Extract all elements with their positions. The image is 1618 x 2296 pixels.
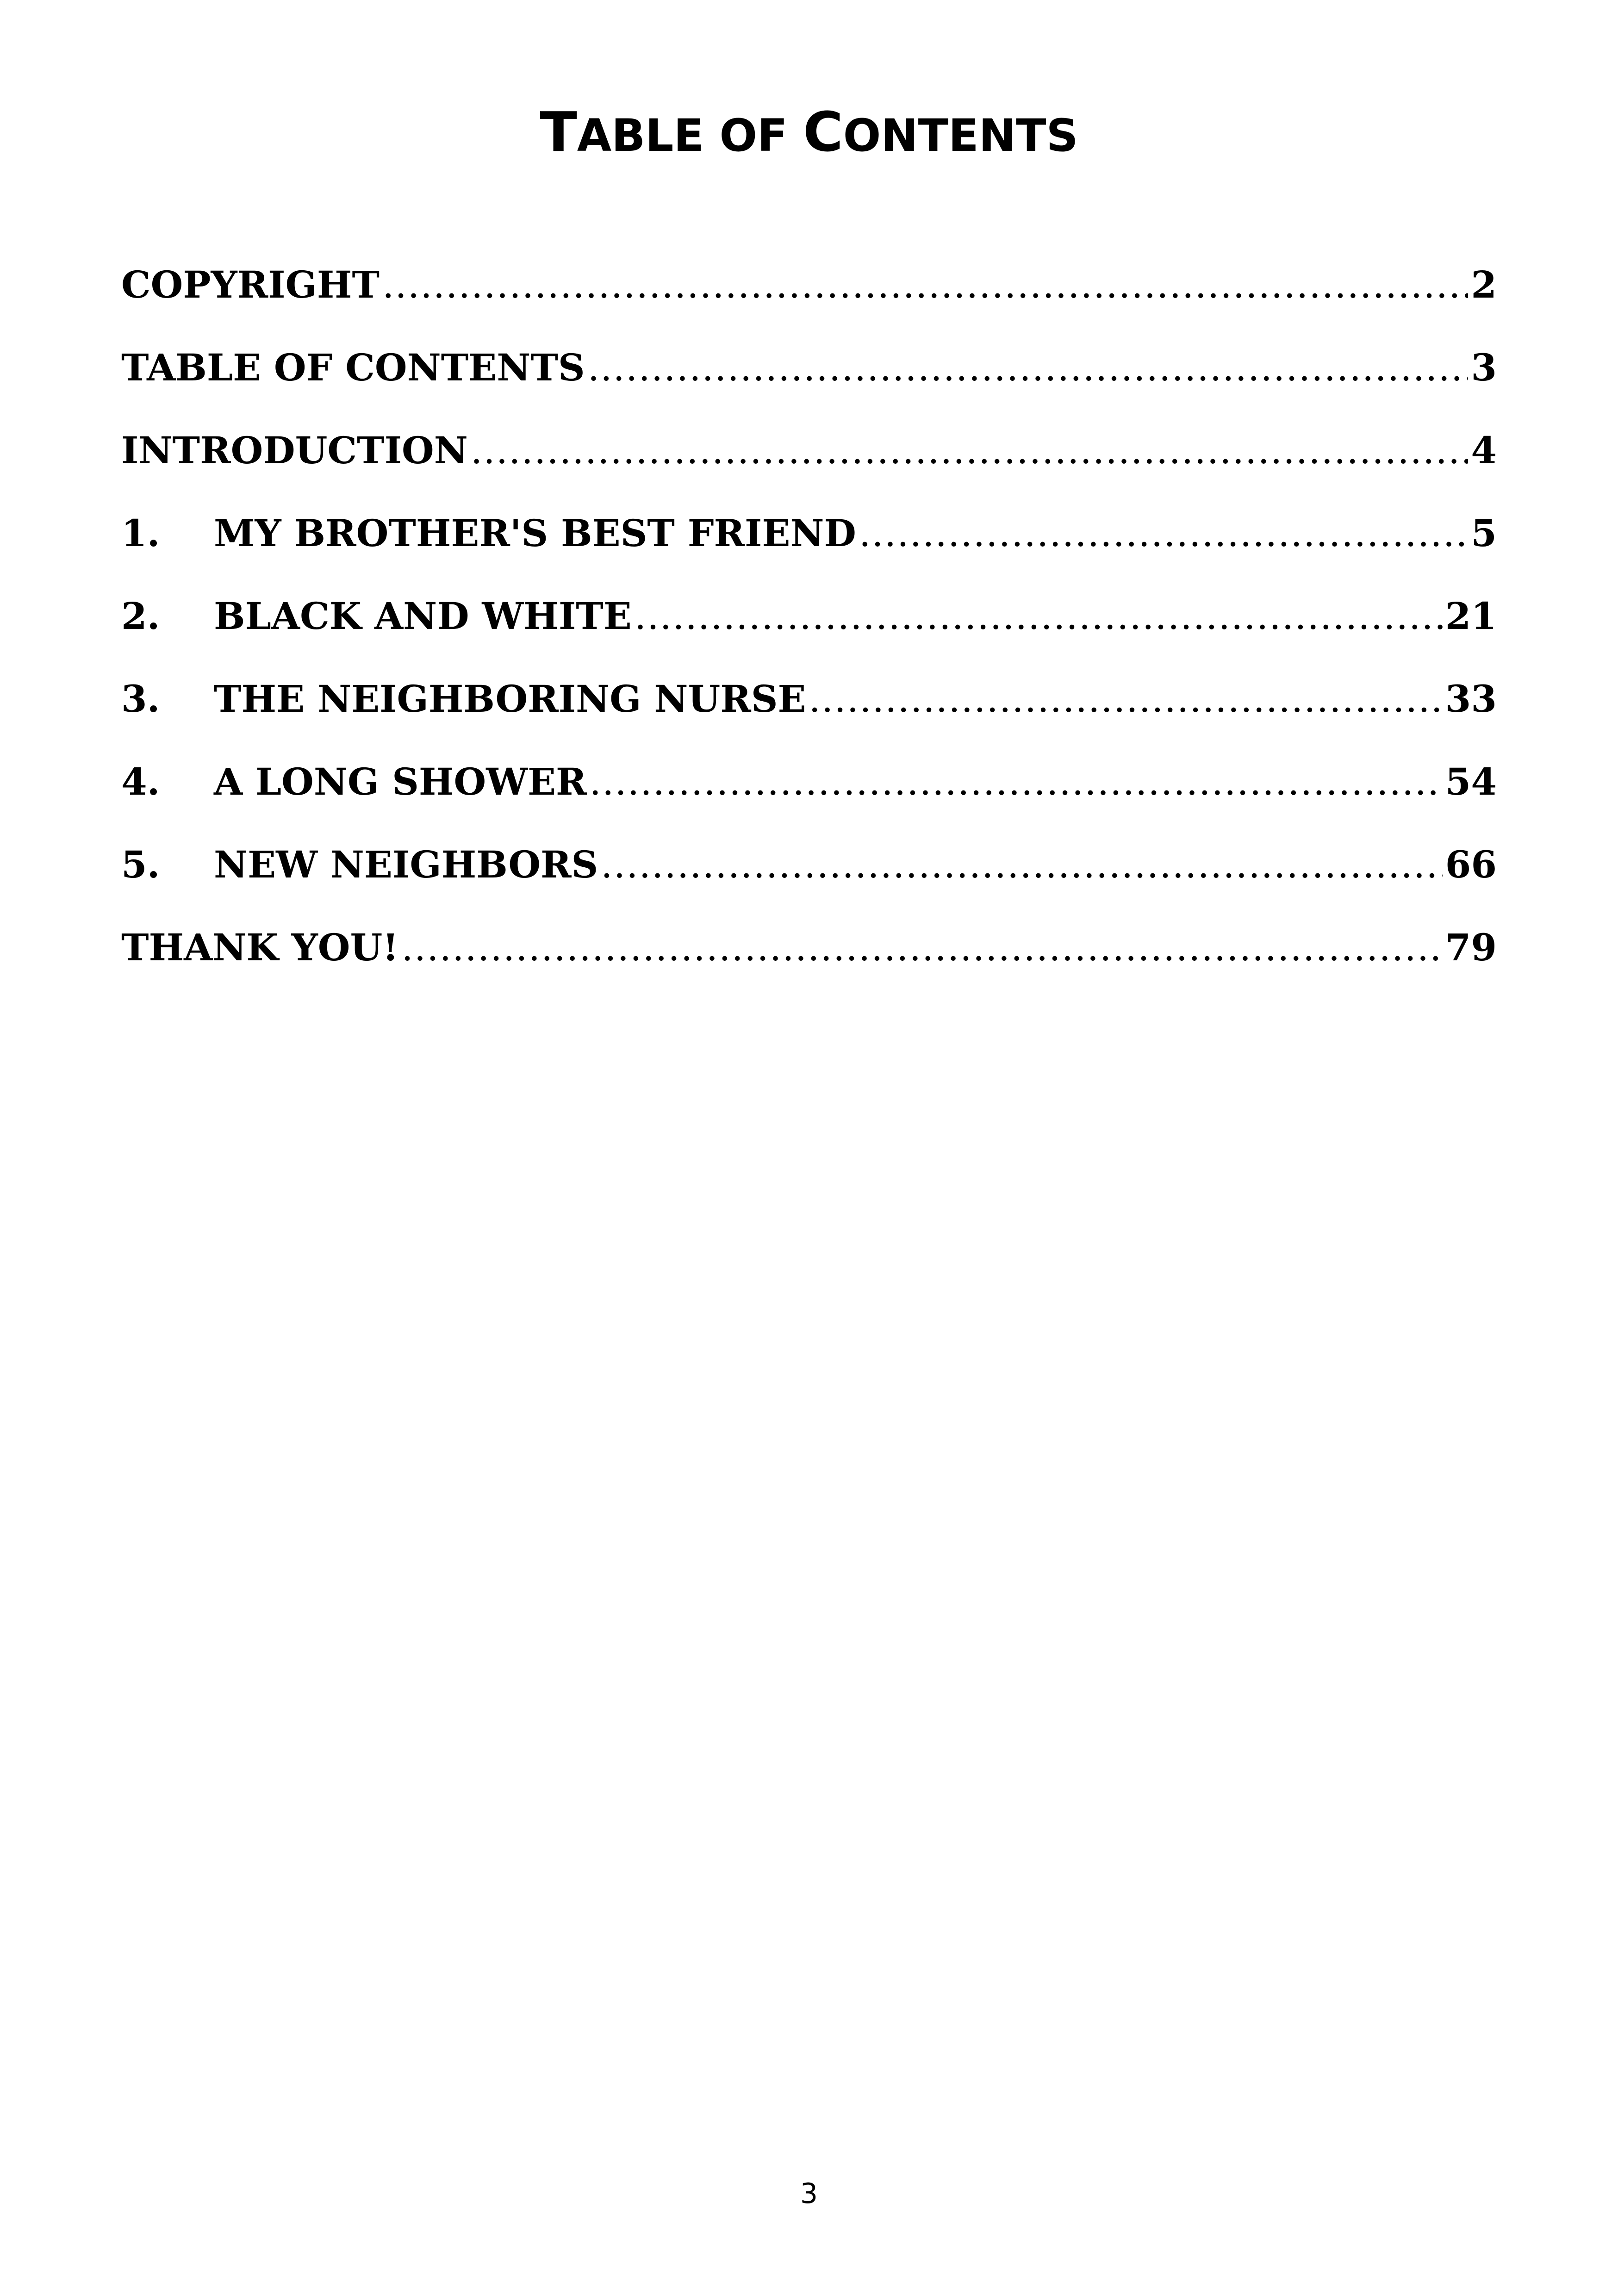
toc-dot-leader	[588, 345, 1469, 391]
toc-entry-number: 2.	[121, 594, 160, 638]
toc-entry-title: COPYRIGHT	[121, 263, 380, 306]
toc-entry-chapter-4[interactable]	[121, 759, 1497, 841]
toc-dot-leader	[601, 842, 1442, 888]
title-initial-t: T	[540, 100, 577, 164]
title-rest-able-of: ABLE OF	[577, 110, 803, 162]
toc-entry-page: 5	[1471, 511, 1497, 555]
toc-dot-leader	[635, 593, 1443, 640]
toc-entry-copyright[interactable]	[121, 261, 1497, 344]
toc-entry-number: 1.	[121, 511, 160, 555]
toc-entry-title: MY BROTHER'S BEST FRIEND	[214, 511, 856, 555]
toc-dot-leader	[382, 262, 1468, 308]
toc-entry-number: 4.	[121, 760, 160, 803]
toc-entry-title: TABLE OF CONTENTS	[121, 346, 585, 389]
toc-entry-page: 79	[1445, 926, 1497, 969]
toc-entry-thank-you[interactable]	[121, 924, 1497, 1007]
toc-entry-page: 4	[1471, 429, 1497, 472]
page-number: 3	[800, 2178, 818, 2210]
toc-entry-page: 2	[1471, 263, 1497, 306]
title-initial-c: C	[803, 100, 843, 164]
toc-entry-title: THANK YOU!	[121, 926, 399, 969]
toc-entry-page: 3	[1471, 346, 1497, 389]
page-title	[0, 95, 1618, 173]
toc-entry-table-of-contents[interactable]	[121, 344, 1497, 427]
toc-entry-title: NEW NEIGHBORS	[214, 843, 598, 886]
toc-dot-leader	[590, 759, 1443, 805]
title-rest-ontents: ONTENTS	[843, 110, 1078, 162]
toc-dot-leader	[471, 428, 1469, 474]
toc-entry-chapter-1[interactable]	[121, 510, 1497, 593]
toc-entry-page: 66	[1445, 843, 1497, 886]
toc-entry-page: 54	[1445, 760, 1497, 803]
toc-dot-leader	[401, 925, 1442, 971]
toc-entry-chapter-3[interactable]	[121, 676, 1497, 759]
toc-entry-title: THE NEIGHBORING NURSE	[214, 677, 806, 721]
toc-dot-leader	[859, 510, 1468, 557]
table-of-contents	[121, 261, 1497, 1007]
toc-entry-page: 33	[1445, 677, 1497, 721]
toc-entry-title: INTRODUCTION	[121, 429, 468, 472]
toc-entry-number: 5.	[121, 843, 160, 886]
toc-dot-leader	[809, 676, 1443, 722]
toc-entry-chapter-5[interactable]	[121, 841, 1497, 924]
toc-entry-number: 3.	[121, 677, 160, 721]
toc-entry-title: BLACK AND WHITE	[214, 594, 632, 638]
toc-entry-title: A LONG SHOWER	[214, 760, 587, 803]
toc-entry-page: 21	[1445, 594, 1497, 638]
toc-entry-introduction[interactable]	[121, 427, 1497, 510]
toc-entry-chapter-2[interactable]	[121, 593, 1497, 676]
